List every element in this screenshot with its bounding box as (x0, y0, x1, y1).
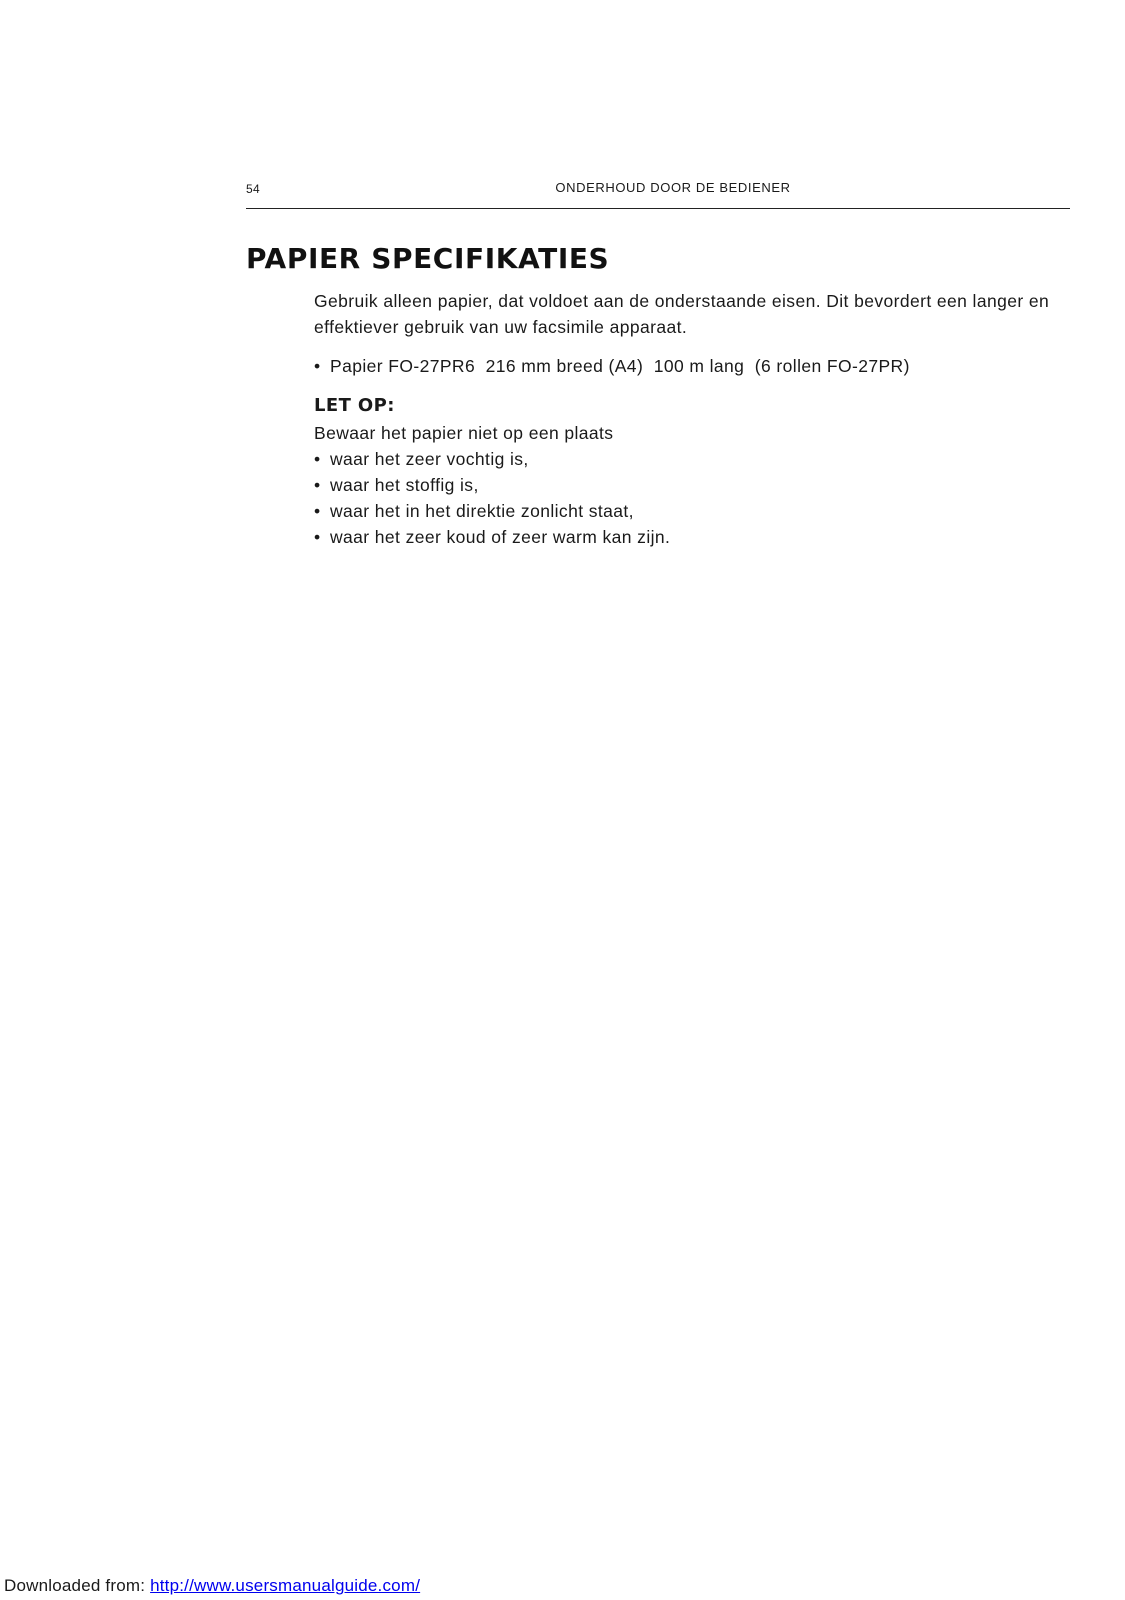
list-item (314, 472, 1084, 498)
note-intro: Bewaar het papier niet op een plaats (314, 423, 614, 443)
list-item-text: waar het zeer koud of zeer warm kan zijn. (330, 527, 671, 547)
paper-spec-item (314, 353, 1084, 379)
list-item-text: waar het in het direktie zonlicht staat, (330, 501, 634, 521)
list-item-text: waar het stoffig is, (330, 475, 479, 495)
intro-paragraph: Gebruik alleen papier, dat voldoet aan de onderstaande eisen. Dit bevordert een langer en effektiever gebruik van uw facsimile apparaat. (314, 291, 1050, 337)
running-header: ONDERHOUD DOOR DE BEDIENER (555, 180, 791, 195)
note-list (314, 446, 1084, 550)
page-number: 54 (246, 182, 260, 196)
section-title: PAPIER SPECIFIKATIES (246, 242, 610, 275)
source-link[interactable]: http://www.usersmanualguide.com/ (150, 1576, 421, 1595)
paper-spec-text: Papier FO-27PR6 216 mm breed (A4) 100 m lang (6 rollen FO-27PR) (330, 356, 910, 376)
bullet-icon: • (314, 501, 321, 521)
note-heading: LET OP: (314, 395, 395, 416)
list-item (314, 498, 1084, 524)
section-body (314, 288, 1084, 550)
footer-prefix: Downloaded from: (4, 1576, 151, 1595)
page-header (246, 180, 1070, 209)
list-item (314, 524, 1084, 550)
bullet-icon: • (314, 527, 321, 547)
bullet-icon: • (314, 356, 321, 376)
list-item-text: waar het zeer vochtig is, (330, 449, 529, 469)
bullet-icon: • (314, 449, 321, 469)
download-footer (4, 1576, 420, 1596)
bullet-icon: • (314, 475, 321, 495)
list-item (314, 446, 1084, 472)
